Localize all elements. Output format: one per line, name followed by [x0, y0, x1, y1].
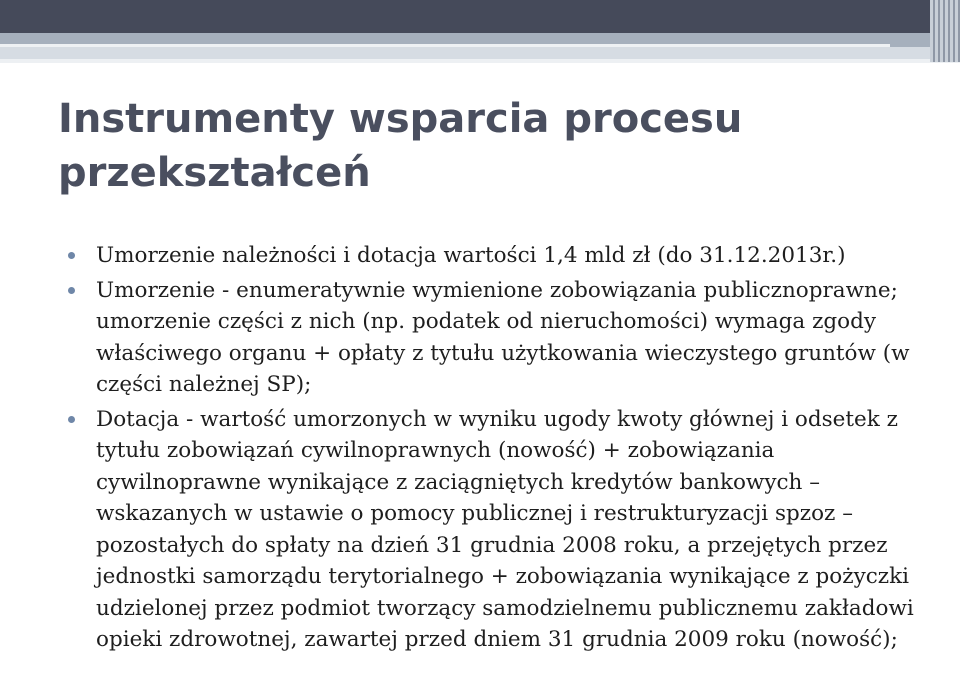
bullet-marker-icon: [68, 416, 75, 423]
bullet-marker-icon: [68, 252, 75, 259]
bullet-item-3: [68, 404, 928, 656]
header-band-thin: [0, 59, 960, 63]
bullet-text: Umorzenie - enumeratywnie wymienione zobowiązania publicznoprawne; umorzenie części z nich (np. podatek od nieruchomości) wymaga zgody właściwego organu + opłaty z tytułu użytkowania wieczystego gruntów (w części należnej SP);: [96, 277, 910, 397]
bullet-item-1: [68, 240, 928, 272]
bullet-marker-icon: [68, 287, 75, 294]
header-band-light: [0, 47, 960, 59]
bullet-item-2: [68, 275, 928, 401]
header-band-dark: [0, 0, 960, 33]
bullet-list: [68, 240, 928, 659]
header-stripes: [930, 0, 960, 62]
slide-title: Instrumenty wsparcia procesu przekształceń: [58, 96, 743, 196]
bullet-text: Umorzenie należności i dotacja wartości 1,4 mld zł (do 31.12.2013r.): [96, 243, 846, 268]
bullet-text: Dotacja - wartość umorzonych w wyniku ugody kwoty głównej i odsetek z tytułu zobowiązań cywilnoprawnych (nowość) + zobowiązania cywilnoprawne wynikające z zaciągniętych kredytów bankowych – wskazanych w ustawie o pomocy publicznej i restrukturyzacji spzoz – pozostałych do spłaty na dzień 31 grudnia 2008 roku, a przejętych przez jednostki samorządu terytorialnego + zobowiązania wynikające z pożyczki udzielonej przez podmiot tworzący samodzielnemu publicznemu zakładowi opieki zdrowotnej, zawartej przed dniem 31 grudnia 2009 roku (nowość);: [96, 406, 914, 652]
